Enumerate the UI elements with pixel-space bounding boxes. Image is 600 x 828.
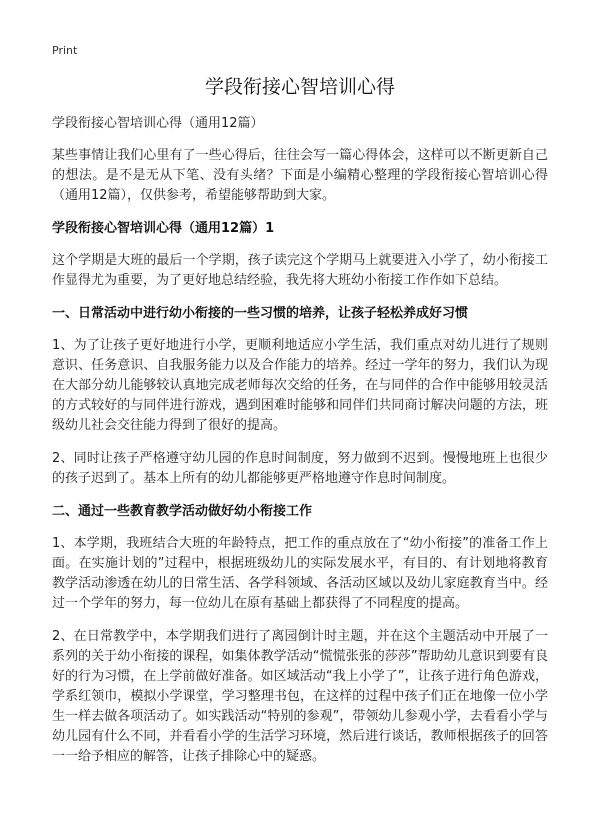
document-title: 学段衔接心智培训心得 (204, 76, 395, 98)
heading-2: 二、通过一些教育教学活动做好幼小衔接工作 (52, 504, 313, 519)
section-title: 学段衔接心智培训心得（通用12篇）1 (52, 221, 275, 236)
print-link[interactable]: Print (52, 44, 78, 57)
paragraph-5: 2、在日常教学中，本学期我们进行了离园倒计时主题，并在这个主题活动中开展了一系列的关于幼小衔接的课程，如集体教学活动“慌慌张张的莎莎”帮助幼儿意识到要有良好的行为习惯，在上学前做好准备。如区域活动“我上小学了”，让孩子进行角色游戏，学系红领巾，模拟小学课堂，学习整理书包，在这样的过程中孩子们正在地像一位小学生一样去做各项活动了。如实践活动“特别的参观”，带领幼儿参观小学，去看看小学与幼儿园有什么不同，并看看小学的生活学习环境，然后进行谈话，教师根据孩子的回答一一给予相应的解答，让孩子排除心中的疑惑。 (52, 629, 548, 764)
paragraph-4: 1、本学期，我班结合大班的年龄特点，把工作的重点放在了“幼小衔接”的准备工作上面。在实施计划的”过程中，根据班级幼儿的实际发展水平，有目的、有计划地将教育教学活动渗透在幼儿的日常生活、各学科领域、各活动区域以及幼儿家庭教育当中。经过一个学年的努力，每一位幼儿在原有基础上都获得了不同程度的提高。 (52, 536, 548, 611)
paragraph-3: 2、同时让孩子严格遵守幼儿园的作息时间制度，努力做到不迟到。慢慢地班上也很少的孩子迟到了。基本上所有的幼儿都能够更严格地遵守作息时间制度。 (52, 451, 548, 486)
intro-paragraph: 某些事情让我们心里有了一些心得后，往往会写一篇心得体会，这样可以不断更新自己的想法。是不是无从下笔、没有头绪？下面是小编精心整理的学段衔接心智培训心得（通用12篇），仅供参考，希望能够帮助到大家。 (52, 148, 548, 203)
document-subtitle: 学段衔接心智培训心得（通用12篇） (52, 116, 264, 131)
paragraph-1: 这个学期是大班的最后一个学期，孩子读完这个学期马上就要进入小学了，幼小衔接工作显得尤为重要，为了更好地总结经验，我先将大班幼小衔接工作作如下总结。 (52, 253, 548, 288)
heading-1: 一、日常活动中进行幼小衔接的一些习惯的培养，让孩子轻松养成好习惯 (52, 306, 469, 321)
paragraph-2: 1、为了让孩子更好地进行小学，更顺利地适应小学生活，我们重点对幼儿进行了规则意识、任务意识、自我服务能力以及合作能力的培养。经过一学年的努力，我们认为现在大部分幼儿能够较认真地完成老师每次交给的任务，在与同伴的合作中能够用较灵活的方式较好的与同伴进行游戏，遇到困难时能够和同伴们共同商讨解决问题的方法，班级幼儿社会交往能力得到了很好的提高。 (52, 338, 548, 433)
